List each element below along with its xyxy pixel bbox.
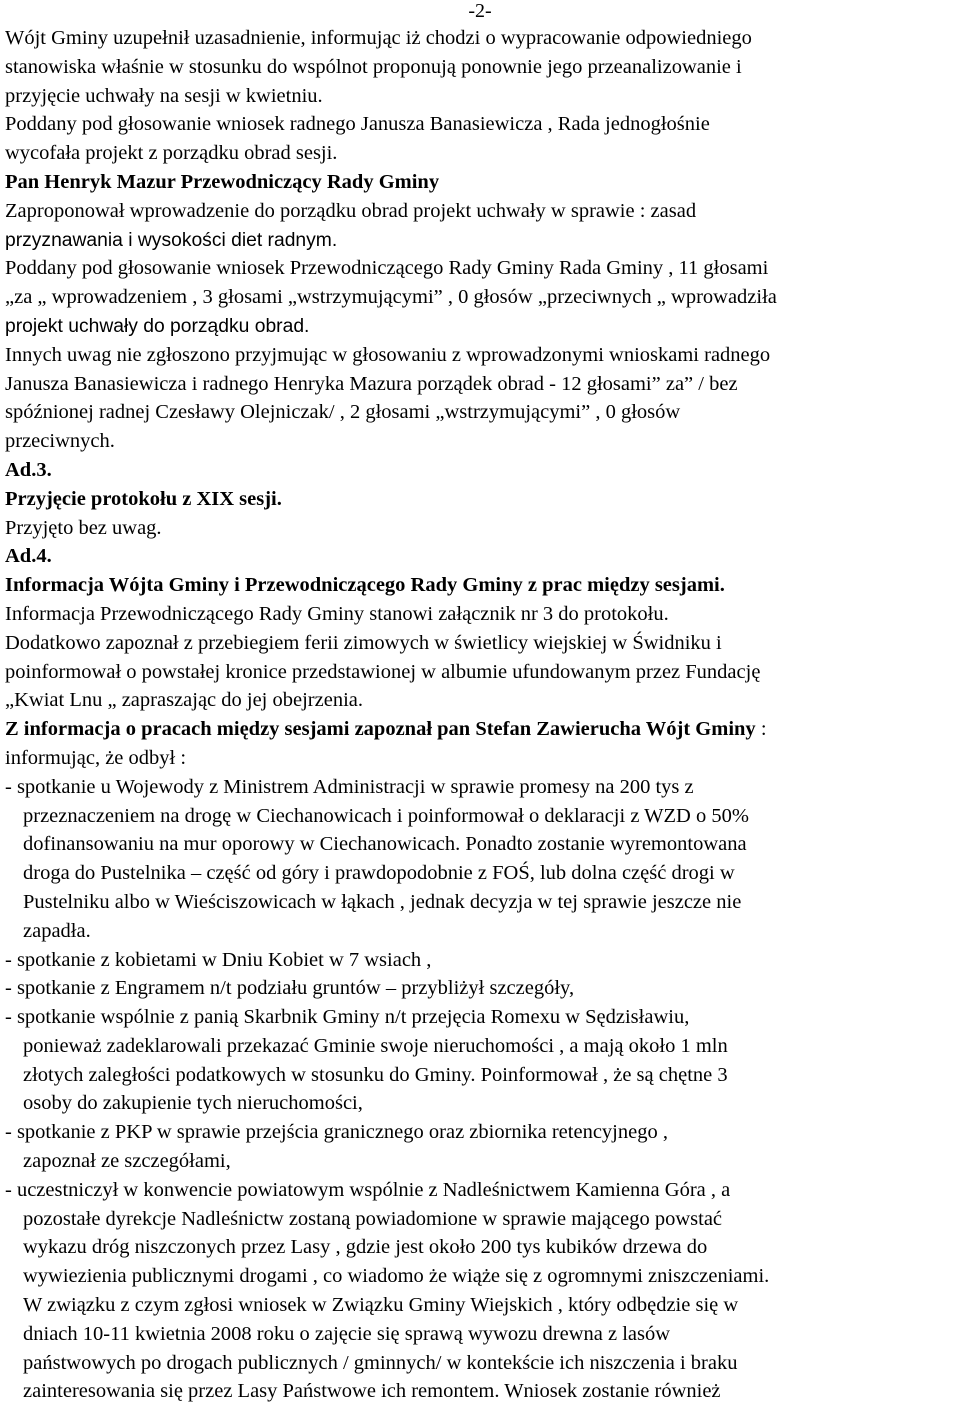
text-line	[5, 1176, 955, 1205]
text-segment: Zaproponował wprowadzenie do porządku obrad projekt uchwały w sprawie : zasad	[5, 199, 697, 222]
text-segment: zainteresowania się przez Lasy Państwowe ich remontem. Wniosek zostanie również	[23, 1380, 721, 1403]
text-line	[5, 1262, 955, 1291]
document-body	[5, 24, 955, 1406]
text-line	[5, 485, 955, 514]
text-line	[5, 283, 955, 312]
text-segment: Poddany pod głosowanie wniosek Przewodniczącego Rady Gminy Rada Gminy , 11 głosami	[5, 257, 769, 280]
text-segment: wywiezienia publicznymi drogami , co wiadomo że wiąże się z ogromnymi zniszczeniami.	[23, 1265, 770, 1288]
text-segment: - spotkanie z kobietami w Dniu Kobiet w 7 wsiach ,	[5, 948, 432, 971]
text-segment: droga do Pustelnika – część od góry i prawdopodobnie z FOŚ, lub dolna część drogi w	[23, 862, 735, 885]
text-line	[5, 715, 955, 744]
text-line	[5, 427, 955, 456]
text-line	[5, 1147, 955, 1176]
text-segment: pozostałe dyrekcje Nadleśnictw zostaną powiadomione w sprawie mającego powstać	[23, 1207, 723, 1230]
text-line	[5, 1118, 955, 1147]
text-line	[5, 1291, 955, 1320]
text-line	[5, 802, 955, 831]
text-segment: projekt uchwały do porządku obrad.	[5, 315, 310, 337]
text-segment: Pan Henryk Mazur Przewodniczący Rady Gminy	[5, 170, 440, 193]
text-line	[5, 341, 955, 370]
text-segment: wycofała projekt z porządku obrad sesji.	[5, 142, 338, 165]
text-line	[5, 1032, 955, 1061]
text-line	[5, 1003, 955, 1032]
text-segment: Informacja Wójta Gminy i Przewodniczącego Rady Gminy z prac między sesjami.	[5, 574, 725, 597]
text-line	[5, 1349, 955, 1378]
text-line	[5, 110, 955, 139]
text-segment: Ad.4.	[5, 545, 52, 568]
text-segment: Dodatkowo zapoznał z przebiegiem ferii zimowych w świetlicy wiejskiej w Świdniku i	[5, 631, 722, 654]
text-segment: - spotkanie wspólnie z panią Skarbnik Gminy n/t przejęcia Romexu w Sędzisławiu,	[5, 1006, 690, 1029]
text-line	[5, 139, 955, 168]
text-segment: przeciwnych.	[5, 430, 115, 453]
text-segment: Z informacja o pracach między sesjami zapoznał pan Stefan Zawierucha Wójt Gminy	[5, 718, 756, 741]
text-segment: stanowiska właśnie w stosunku do wspólnot proponują ponownie jego przeanalizowanie i	[5, 55, 742, 78]
text-line	[5, 1377, 955, 1406]
text-segment: osoby do zakupienie tych nieruchomości,	[23, 1092, 363, 1115]
text-segment: Przyjęto bez uwag.	[5, 516, 162, 539]
text-line	[5, 312, 955, 341]
text-segment: Pustelniku albo w Wieściszowicach w łąkach , jednak decyzja w tej sprawie jeszcze nie	[23, 890, 742, 913]
text-segment: przyjęcie uchwały na sesji w kwietniu.	[5, 84, 323, 107]
text-segment: Innych uwag nie zgłoszono przyjmując w głosowaniu z wprowadzonymi wnioskami radnego	[5, 343, 771, 366]
text-line	[5, 1089, 955, 1118]
text-line	[5, 859, 955, 888]
text-line	[5, 542, 955, 571]
text-line	[5, 1205, 955, 1234]
text-segment: W związku z czym zgłosi wniosek w Związku Gminy Wiejskich , który odbędzie się w	[23, 1294, 739, 1317]
text-line	[5, 629, 955, 658]
text-line	[5, 571, 955, 600]
text-segment: dniach 10-11 kwietnia 2008 roku o zajęcie się sprawą wywozu drewna z lasów	[23, 1322, 671, 1345]
text-segment: - spotkanie z Engramem n/t podziału gruntów – przybliżył szczegóły,	[5, 977, 575, 1000]
text-segment: państwowych po drogach publicznych / gminnych/ w kontekście ich niszczenia i braku	[23, 1351, 738, 1374]
text-segment: przyznawania i wysokości diet radnym.	[5, 229, 338, 251]
text-segment: Wójt Gminy uzupełnił uzasadnienie, informując iż chodzi o wypracowanie odpowiedniego	[5, 27, 752, 49]
text-segment: dofinansowaniu na mur oporowy w Ciechanowicach. Ponadto zostanie wyremontowana	[23, 833, 747, 856]
text-line	[5, 370, 955, 399]
text-line	[5, 600, 955, 629]
text-line	[5, 456, 955, 485]
text-line	[5, 226, 955, 255]
text-line	[5, 53, 955, 82]
text-segment: „za „ wprowadzeniem , 3 głosami „wstrzymującymi” , 0 głosów „przeciwnych „ wprowadziła	[5, 286, 777, 309]
text-segment: Janusza Banasiewicza i radnego Henryka Mazura porządek obrad - 12 głosami” za” / bez	[5, 372, 738, 395]
text-line	[5, 168, 955, 197]
text-segment: informując, że odbył :	[5, 746, 187, 769]
text-segment: Poddany pod głosowanie wniosek radnego Janusza Banasiewicza , Rada jednogłośnie	[5, 113, 710, 136]
text-segment: - spotkanie u Wojewody z Ministrem Administracji w sprawie promesy na 200 tys z	[5, 775, 694, 798]
text-segment: „Kwiat Lnu „ zapraszając do jej obejrzenia.	[5, 689, 363, 712]
text-line	[5, 82, 955, 111]
text-line	[5, 773, 955, 802]
text-line	[5, 197, 955, 226]
document-page	[5, 0, 955, 1406]
text-line	[5, 974, 955, 1003]
text-line	[5, 1320, 955, 1349]
text-segment: Ad.3.	[5, 458, 52, 481]
text-segment: Przyjęcie protokołu z XIX sesji.	[5, 487, 282, 510]
text-line	[5, 1233, 955, 1262]
text-line	[5, 744, 955, 773]
text-line	[5, 830, 955, 859]
text-line	[5, 254, 955, 283]
text-segment: - spotkanie z PKP w sprawie przejścia granicznego oraz zbiornika retencyjnego ,	[5, 1121, 668, 1144]
text-line	[5, 24, 955, 53]
text-segment: spóźnionej radnej Czesławy Olejniczak/ , 2 głosami „wstrzymującymi” , 0 głosów	[5, 401, 681, 424]
text-segment: wykazu dróg niszczonych przez Lasy , gdzie jest około 200 tys kubików drzewa do	[23, 1236, 708, 1259]
text-line	[5, 917, 955, 946]
text-segment: przeznaczeniem na drogę w Ciechanowicach i poinformował o deklaracji z WZD o 50%	[23, 804, 749, 827]
text-segment: zapadła.	[23, 919, 91, 942]
page-number: -2-	[468, 0, 492, 22]
text-line	[5, 658, 955, 687]
text-segment: zapoznał ze szczegółami,	[23, 1150, 231, 1173]
text-segment: - uczestniczył w konwencie powiatowym wspólnie z Nadleśnictwem Kamienna Góra , a	[5, 1178, 731, 1201]
text-segment: ponieważ zadeklarowali przekazać Gminie swoje nieruchomości , a mają około 1 mln	[23, 1034, 728, 1057]
text-line	[5, 1061, 955, 1090]
text-line	[5, 686, 955, 715]
text-line	[5, 514, 955, 543]
text-segment: Informacja Przewodniczącego Rady Gminy stanowi załącznik nr 3 do protokołu.	[5, 602, 669, 625]
text-segment: złotych zaległości podatkowych w stosunku do Gminy. Poinformował , że są chętne 3	[23, 1063, 728, 1086]
text-segment: poinformował o powstałej kronice przedstawionej w albumie ufundowanym przez Fundację	[5, 660, 761, 683]
text-segment: :	[755, 718, 767, 741]
text-line	[5, 946, 955, 975]
text-line	[5, 888, 955, 917]
text-line	[5, 398, 955, 427]
